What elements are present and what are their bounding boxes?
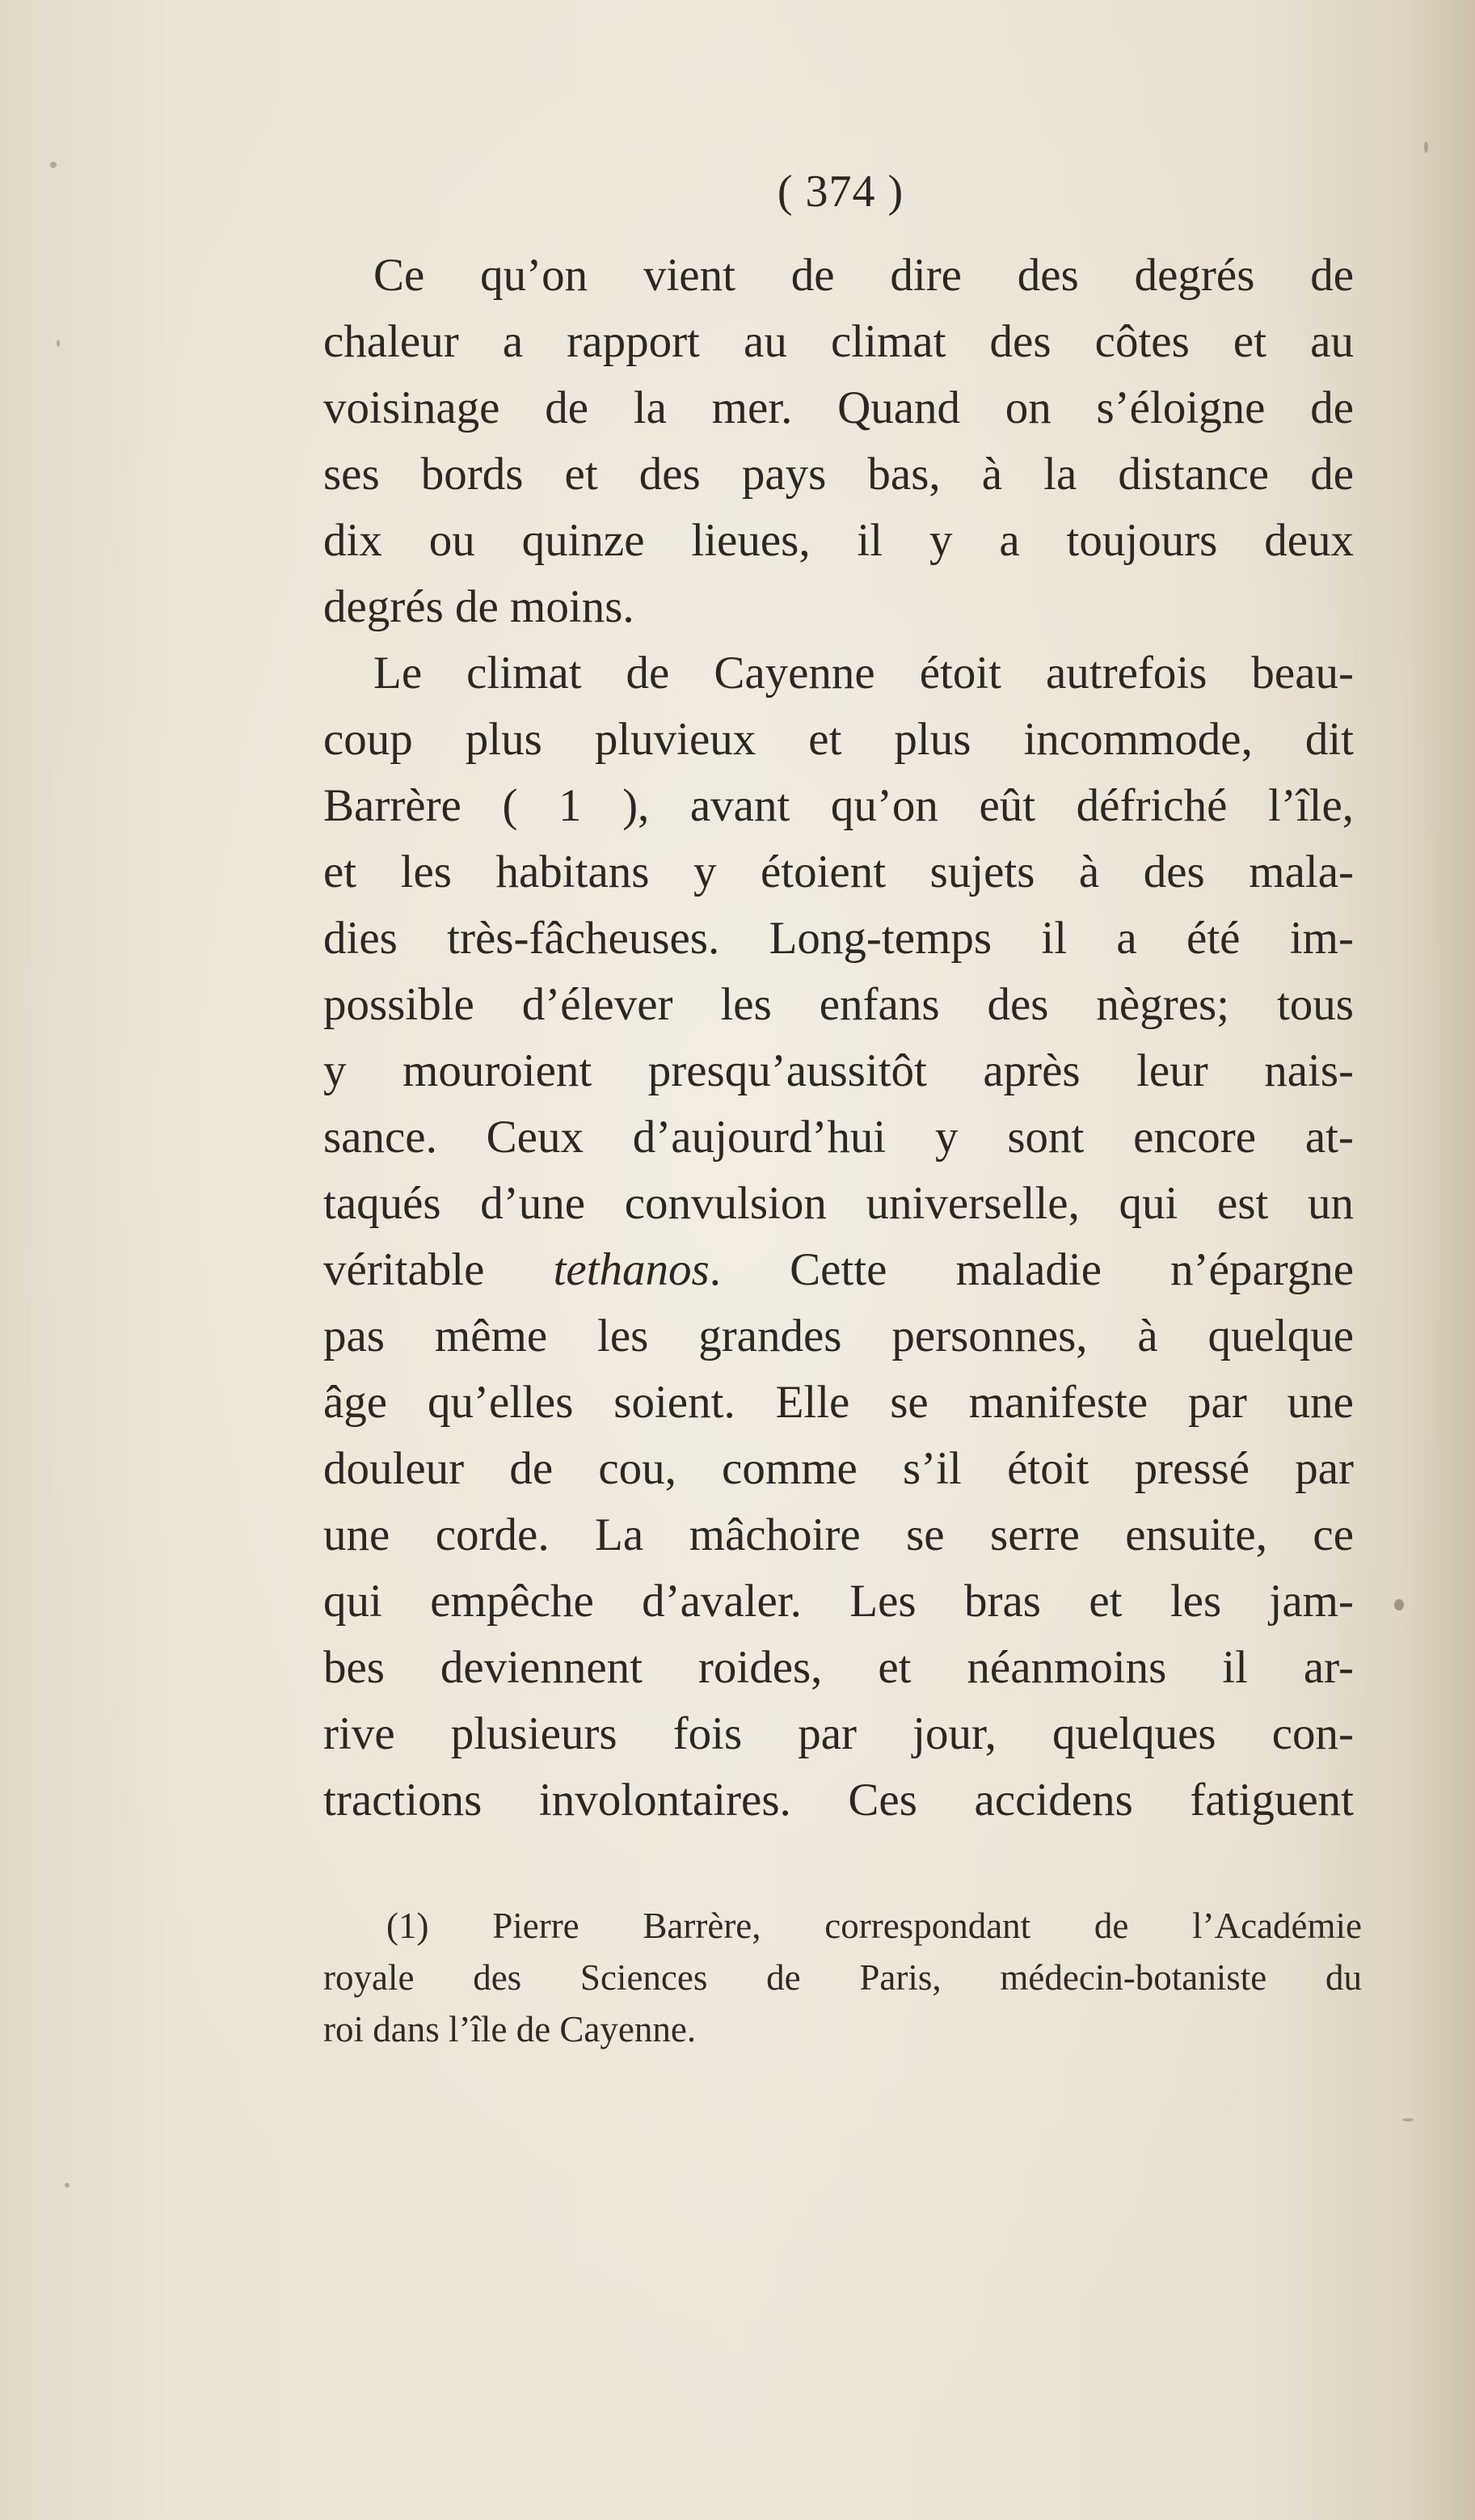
page-number: ( 374 ) xyxy=(777,167,904,217)
text-line: âge qu’elles soient. Elle se manifeste par une xyxy=(323,1377,1354,1428)
text-line: possible d’élever les enfans des nègres; tous xyxy=(323,979,1354,1030)
text-line: bes deviennent roides, et néanmoins il ar- xyxy=(323,1642,1354,1693)
text-line: chaleur a rapport au climat des côtes et au xyxy=(323,316,1354,367)
text-line: une corde. La mâchoire se serre ensuite, ce xyxy=(323,1509,1354,1560)
text-line: Le climat de Cayenne étoit autrefois beau- xyxy=(373,648,1354,699)
text-line: pas même les grandes personnes, à quelque xyxy=(323,1311,1354,1361)
page-edge-shadow xyxy=(1402,0,1475,2520)
paper-speck xyxy=(57,340,60,347)
text-line: tractions involontaires. Ces accidens fatiguent xyxy=(323,1775,1354,1826)
text-line-with-italic xyxy=(323,1237,1354,1303)
text-fragment: . Cette maladie n’épargne xyxy=(709,1244,1355,1295)
italic-term: tethanos xyxy=(553,1244,710,1295)
text-line: y mouroient presqu’aussitôt après leur nais- xyxy=(323,1045,1354,1096)
text-line: et les habitans y étoient sujets à des mala- xyxy=(323,846,1354,897)
text-line: douleur de cou, comme s’il étoit pressé par xyxy=(323,1443,1354,1494)
text-line: dies très-fâcheuses. Long-temps il a été im- xyxy=(323,913,1354,964)
body-text xyxy=(323,243,1354,1834)
text-line: Barrère ( 1 ), avant qu’on eût défriché l’île, xyxy=(323,780,1354,831)
text-line: taqués d’une convulsion universelle, qui est un xyxy=(323,1178,1354,1229)
text-line: rive plusieurs fois par jour, quelques con- xyxy=(323,1708,1354,1759)
text-fragment: véritable xyxy=(323,1244,554,1295)
paper-speck xyxy=(1394,1599,1404,1610)
text-line: Ce qu’on vient de dire des degrés de xyxy=(373,250,1354,301)
text-line: qui empêche d’avaler. Les bras et les jam- xyxy=(323,1576,1354,1627)
text-line: degrés de moins. xyxy=(323,581,634,632)
text-line: sance. Ceux d’aujourd’hui y sont encore at- xyxy=(323,1112,1354,1163)
paper-speck xyxy=(1424,141,1428,153)
paper-speck xyxy=(65,2183,70,2188)
footnote-line: (1) Pierre Barrère, correspondant de l’Académie xyxy=(386,1906,1362,1946)
footnote-line: royale des Sciences de Paris, médecin-botaniste du xyxy=(323,1957,1362,1998)
text-line: voisinage de la mer. Quand on s’éloigne de xyxy=(323,382,1354,433)
paper-speck xyxy=(1402,2118,1414,2121)
footnote-line: roi dans l’île de Cayenne. xyxy=(323,2009,697,2049)
text-line: ses bords et des pays bas, à la distance de xyxy=(323,449,1354,500)
text-line: dix ou quinze lieues, il y a toujours deux xyxy=(323,515,1354,566)
footnote xyxy=(323,1900,1362,2055)
text-line: coup plus pluvieux et plus incommode, dit xyxy=(323,714,1354,765)
